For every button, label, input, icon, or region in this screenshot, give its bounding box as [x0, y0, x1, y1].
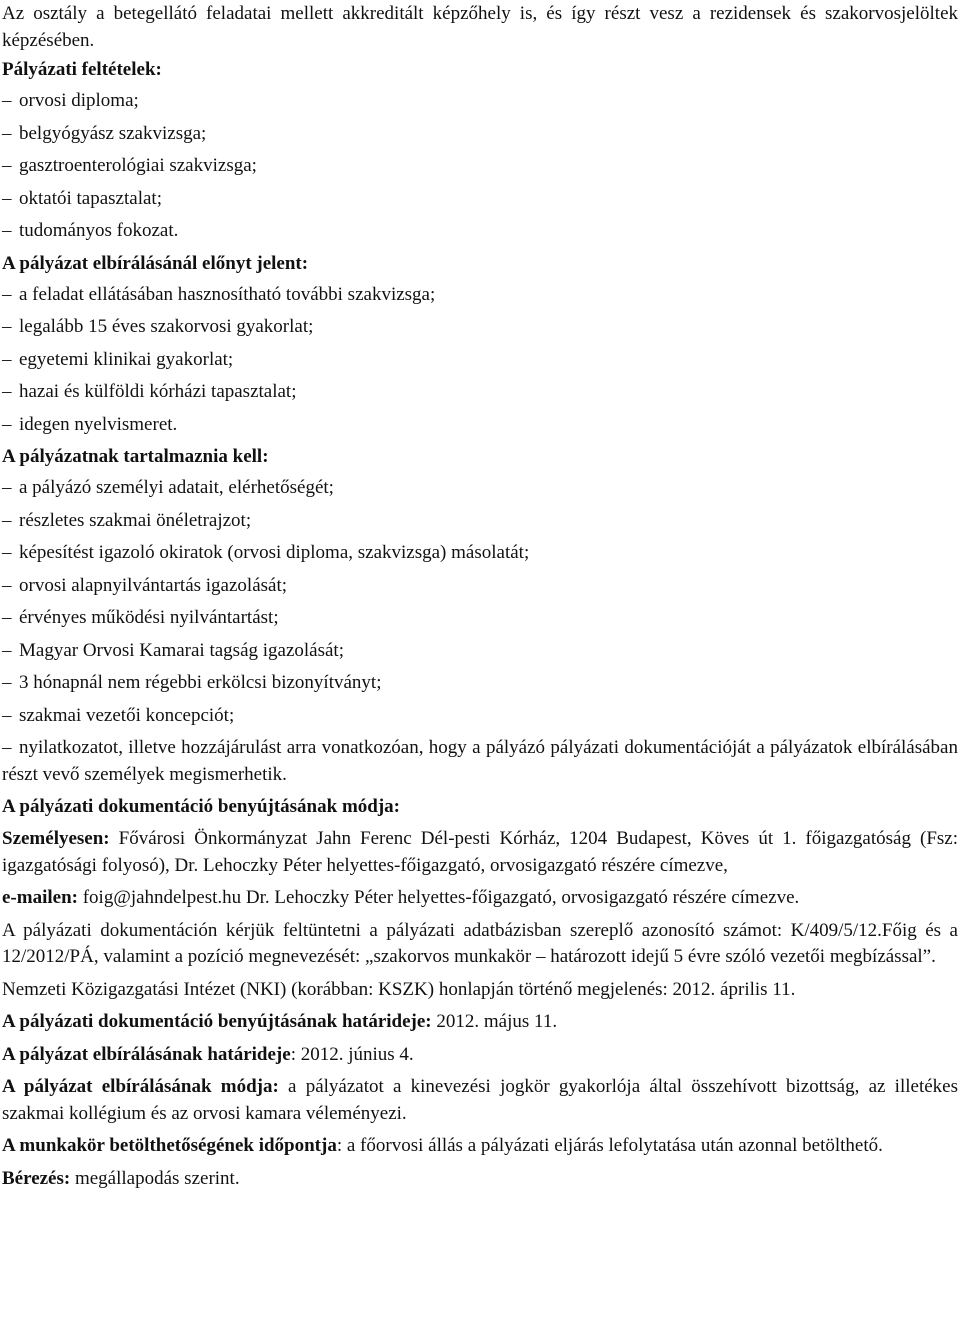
list-item: – érvényes működési nyilvántartást; [2, 602, 958, 635]
advantages-list [2, 279, 958, 442]
dash-bullet: – [2, 542, 12, 563]
dash-bullet: – [2, 316, 12, 337]
evaluation-method-label: A pályázat elbírálásának módja: [2, 1076, 279, 1097]
list-item-long: – nyilatkozatot, illetve hozzájárulást arra vonatkozóan, hogy a pályázó pályázati dokumentációját a pályázatok elbírálásában részt vevő személyek megismerhetik. [2, 737, 958, 785]
list-item: – képesítést igazoló okiratok (orvosi diploma, szakvizsga) másolatát; [2, 537, 958, 570]
dash-bullet: – [2, 509, 12, 531]
dash-bullet: – [2, 220, 12, 241]
dash-bullet: – [2, 122, 12, 144]
submission-personal: Személyesen: Fővárosi Önkormányzat Jahn Ferenc Dél-pesti Kórház, 1204 Budapest, Köves út 1. főigazgatóság (Fsz: igazgatósági folyosó), Dr. Lehoczky Péter helyettes-főigazgató, orvosigazgató részére címezve, [2, 828, 958, 876]
intro-paragraph: Az osztály a betegellátó feladatai mellett akkreditált képzőhely is, és így részt vesz a rezidensek és szakorvosjelöltek képzésében. [2, 3, 958, 51]
advantages-heading: A pályázat elbírálásánál előnyt jelent: [2, 252, 309, 274]
deadline-label: A pályázati dokumentáció benyújtásának határideje: [2, 1011, 432, 1032]
list-item: – belgyógyász szakvizsga; [2, 118, 958, 151]
dash-bullet: – [2, 477, 12, 498]
email-label: e-mailen: [2, 887, 78, 908]
dash-bullet: – [2, 704, 12, 726]
list-item: – orvosi alapnyilvántartás igazolását; [2, 570, 958, 603]
personal-label: Személyesen: [2, 828, 110, 849]
list-item: – szakmai vezetői koncepciót; [2, 700, 958, 733]
dash-bullet: – [2, 187, 12, 209]
dash-bullet: – [2, 639, 12, 661]
conditions-list [2, 85, 958, 248]
dash-bullet: – [2, 155, 12, 176]
list-item: – oktatói tapasztalat; [2, 183, 958, 216]
list-item: – legalább 15 éves szakorvosi gyakorlat; [2, 311, 958, 344]
dash-bullet: – [2, 574, 12, 596]
dash-bullet: – [2, 672, 12, 693]
dash-bullet: – [2, 381, 12, 402]
list-item: – gasztroenterológiai szakvizsga; [2, 150, 958, 183]
submission-email: e-mailen: foig@jahndelpest.hu Dr. Lehoczky Péter helyettes-főigazgató, orvosigazgató részére címezve. [2, 887, 800, 908]
dash-bullet: – [2, 283, 12, 305]
list-item: – hazai és külföldi kórházi tapasztalat; [2, 376, 958, 409]
contents-list [2, 472, 958, 788]
list-item: – Magyar Orvosi Kamarai tagság igazolását; [2, 635, 958, 668]
identifier-note: A pályázati dokumentáción kérjük feltüntetni a pályázati adatbázisban szereplő azonosító számot: K/409/5/12.Főig és a 12/2012/PÁ, valamint a pozíció megnevezését: „szakorvos munkakör – határozott idejű 5 évre szóló vezetői megbízással”. [2, 919, 958, 967]
salary-label: Bérezés: [2, 1167, 71, 1189]
evaluation-deadline: A pályázat elbírálásának határideje: 2012. június 4. [2, 1043, 414, 1065]
publication-note: Nemzeti Közigazgatási Intézet (NKI) (korábban: KSZK) honlapján történő megjelenés: 2012. április 11. [2, 978, 796, 1000]
list-item: – a feladat ellátásában hasznosítható további szakvizsga; [2, 279, 958, 312]
start-date: A munkakör betölthetőségének időpontja: a főorvosi állás a pályázati eljárás lefolytatása után azonnal betölthető. [2, 1135, 883, 1156]
list-item: – orvosi diploma; [2, 85, 958, 118]
list-item: – egyetemi klinikai gyakorlat; [2, 344, 958, 377]
evaluation-deadline-label: A pályázat elbírálásának határideje [2, 1043, 291, 1065]
list-item: – 3 hónapnál nem régebbi erkölcsi bizonyítványt; [2, 667, 958, 700]
dash-bullet: – [2, 348, 12, 370]
list-item: – idegen nyelvismeret. [2, 409, 958, 442]
start-date-label: A munkakör betölthetőségének időpontja [2, 1135, 337, 1156]
dash-bullet: – [2, 413, 12, 435]
dash-bullet: – [2, 90, 12, 111]
contents-heading: A pályázatnak tartalmaznia kell: [2, 446, 269, 467]
conditions-heading: Pályázati feltételek: [2, 59, 162, 80]
evaluation-method: A pályázat elbírálásának módja: a pályázatot a kinevezési jogkör gyakorlója által összehívott bizottság, az illetékes szakmai kollégium és az orvosi kamara véleményezi. [2, 1076, 958, 1124]
dash-bullet: – [2, 607, 12, 628]
list-item: – a pályázó személyi adatait, elérhetőségét; [2, 472, 958, 505]
submission-heading: A pályázati dokumentáció benyújtásának módja: [2, 796, 400, 817]
salary: Bérezés: megállapodás szerint. [2, 1167, 240, 1189]
list-item: – tudományos fokozat. [2, 215, 958, 248]
dash-bullet: – [2, 737, 12, 758]
deadline: A pályázati dokumentáció benyújtásának határideje: 2012. május 11. [2, 1011, 558, 1032]
list-item: – részletes szakmai önéletrajzot; [2, 505, 958, 538]
